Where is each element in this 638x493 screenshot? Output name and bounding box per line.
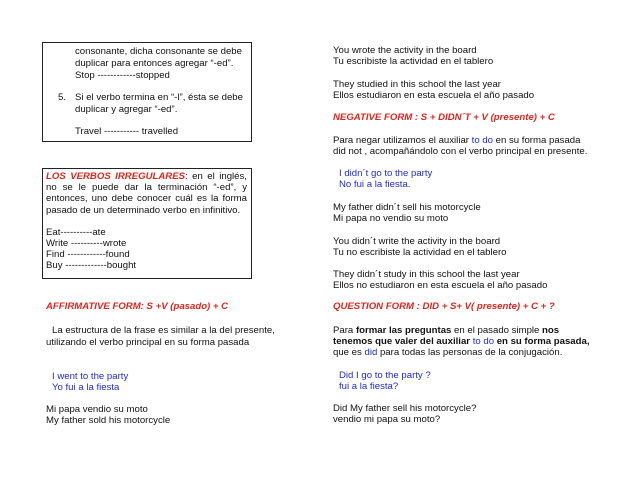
- description-text: Para: [333, 325, 356, 336]
- affirmative-example: My father sold his motorcycle: [46, 415, 171, 426]
- question-example: Did I go to the party ?: [339, 370, 431, 381]
- rule-number: 5.: [58, 92, 67, 103]
- description-text: Para negar utilizamos el auxiliar: [333, 135, 472, 146]
- paragraph-text: : en el inglés,: [185, 171, 247, 182]
- negative-form-title: NEGATIVE FORM : S + DIDN´T + V (presente) + C: [333, 112, 555, 123]
- affirmative-example: Mi papa vendio su moto: [46, 404, 148, 415]
- irregular-example: Eat----------ate: [46, 227, 106, 238]
- bold-text: tenemos que valer del auxiliar: [333, 336, 473, 347]
- description-text: en el pasado simple: [451, 325, 543, 336]
- paragraph-text: entonces, uno debe conocer cuál es la forma: [46, 193, 247, 205]
- rule-text: duplicar y agregar “-ed”.: [75, 104, 178, 115]
- question-description: [333, 336, 589, 347]
- affirmative-form-title: AFFIRMATIVE FORM: S +V (pasado) + C: [46, 301, 229, 312]
- negative-example: My father didn´t sell his motorcycle: [333, 202, 481, 213]
- description-text: en su forma pasada: [493, 135, 581, 146]
- question-description: [333, 347, 562, 358]
- irregular-example: Find ------------found: [46, 249, 130, 260]
- paragraph-text: pasado de un determinado verbo en infinitivo.: [46, 204, 241, 216]
- rule-text: consonante, dicha consonante se debe: [75, 46, 242, 57]
- negative-example: They didn´t study in this school the last year: [333, 269, 520, 280]
- negative-description: did not , acompañándolo con el verbo principal en presente.: [333, 146, 588, 157]
- negative-example: You didn´t write the activity in the board: [333, 236, 501, 247]
- description-text: para todas las personas de la conjugación.: [377, 347, 563, 358]
- question-example: fui a la fiesta?: [339, 381, 399, 392]
- affirmative-example: I went to the party: [52, 371, 129, 382]
- auxiliary-highlight: did: [364, 347, 378, 358]
- rule-example: Stop ------------stopped: [75, 70, 170, 81]
- question-example: Did My father sell his motorcycle?: [333, 403, 477, 414]
- rule-example: Travel ----------- travelled: [75, 126, 179, 137]
- auxiliary-highlight: to do: [472, 336, 495, 347]
- irregular-example: Buy -------------bought: [46, 260, 137, 271]
- irregular-verbs-paragraph: [46, 171, 247, 216]
- auxiliary-highlight: to do: [471, 135, 493, 146]
- paragraph-text: no se le puede dar la terminación “-ed”, y: [46, 182, 247, 194]
- question-form-title: QUESTION FORM : DID + S+ V( presente) + C + ?: [333, 301, 555, 312]
- bold-text: formar las preguntas: [355, 325, 452, 336]
- affirmative-description: utilizando el verbo principal en su forma pasada: [46, 337, 250, 348]
- irregular-example: Write ----------wrote: [46, 238, 127, 249]
- description-text: que es: [333, 347, 365, 358]
- example-sentence: Tu escribiste la actividad en el tablero: [333, 56, 494, 67]
- negative-example: I didn´t go to the party: [339, 168, 433, 179]
- bold-text: nos: [542, 325, 560, 336]
- negative-example: Tu no escribiste la actividad en el tablero: [333, 247, 507, 258]
- rule-text: duplicar para entonces agregar “-ed”.: [75, 58, 234, 69]
- negative-example: Ellos no estudiaron en esta escuela el año pasado: [333, 280, 548, 291]
- question-description: [333, 325, 559, 336]
- bold-text: en su forma pasada,: [494, 336, 590, 347]
- example-sentence: Ellos estudiaron en esta escuela el año pasado: [333, 90, 535, 101]
- irregular-verbs-heading: LOS VERBOS IRREGULARES: [46, 171, 186, 182]
- negative-description: [333, 135, 580, 146]
- example-sentence: They studied in this school the last year: [333, 79, 501, 90]
- rule-text: Si el verbo termina en “-l”, ésta se debe: [75, 92, 243, 103]
- question-example: vendio mi papa su moto?: [333, 414, 441, 425]
- example-sentence: You wrote the activity in the board: [333, 45, 477, 56]
- affirmative-description: La estructura de la frase es similar a la del presente,: [52, 325, 275, 336]
- negative-example: Mi papa no vendio su moto: [333, 213, 449, 224]
- negative-example: No fui a la fiesta.: [339, 179, 411, 190]
- affirmative-example: Yo fui a la fiesta: [52, 382, 120, 393]
